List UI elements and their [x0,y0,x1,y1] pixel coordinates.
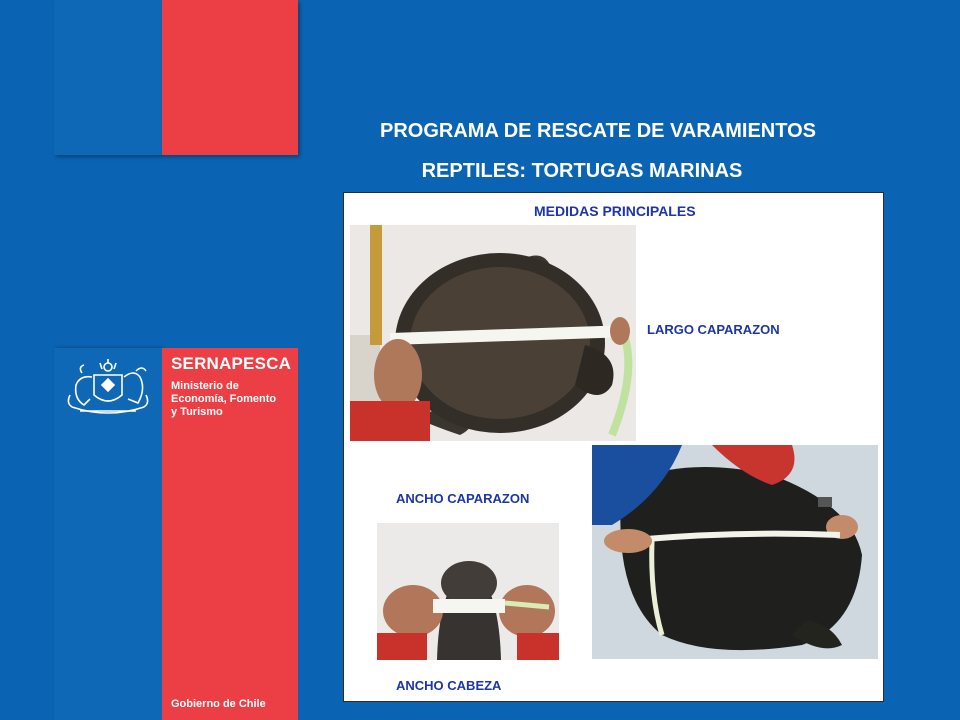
label-carapace-length: LARGO CAPARAZON [647,322,780,337]
flag-blue-strip-top [54,0,162,155]
measurements-panel [343,192,884,702]
ministry-line: y Turismo [171,406,223,418]
label-carapace-width: ANCHO CAPARAZON [396,491,530,506]
slide-subtitle: REPTILES: TORTUGAS MARINAS [421,160,743,182]
flag-red-strip-top [162,0,298,155]
photo-head-width [377,523,559,660]
coat-of-arms-icon [62,355,154,425]
government-label: Gobierno de Chile [171,698,266,710]
turtle-length-photo-icon [350,225,636,441]
ministry-line: Ministerio de [171,380,239,392]
slide-title: PROGRAMA DE RESCATE DE VARAMIENTOS [380,120,816,142]
brand-name: SERNAPESCA [171,354,292,373]
turtle-head-photo-icon [377,523,559,660]
ministry-line: Economía, Fomento [171,393,277,405]
panel-title: MEDIDAS PRINCIPALES [534,203,696,219]
photo-carapace-length [350,225,636,441]
label-head-width: ANCHO CABEZA [396,678,502,693]
photo-carapace-width [592,445,878,659]
turtle-width-photo-icon [592,445,878,659]
